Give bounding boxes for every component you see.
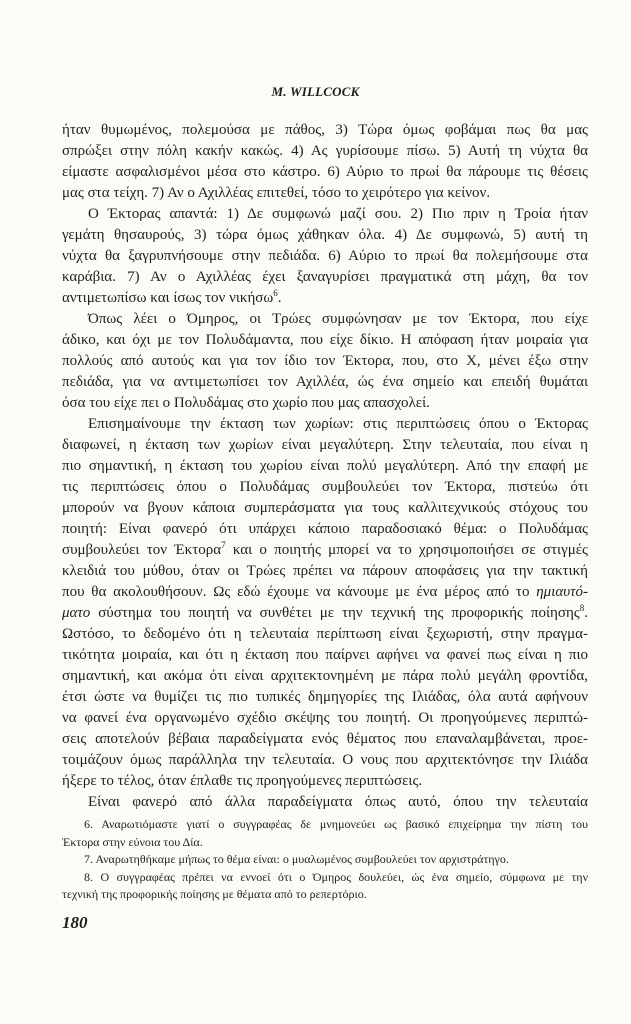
footnote-text: Αναρωτηθήκαμε μήπως το θέμα είναι: ο μυαλωμένος συμβουλεύει τον αρχιστράτηγο. (95, 852, 509, 866)
text-line: Είναι φανερό από άλλα παραδείγματα όπως αυτό, όπου την τελευταία (88, 794, 588, 810)
text-span: σύστημα του ποιητή να συνθέτει με την τεχνική της προφορικής ποίησης (98, 605, 580, 621)
text-line: Όπως λέει ο Όμηρος, οι Τρώες συμφώνησαν με τον Έκτορα, που είχε (88, 311, 588, 327)
text-line: διαφωνεί, η έκταση των χωρίων είναι μεγαλύτερη. Στην τελευταία, που είναι η (62, 437, 588, 453)
text-line (62, 540, 588, 561)
text-span: . (277, 290, 282, 306)
footnote-number: 7. (84, 852, 93, 866)
footnote-text: Αναρωτιόμαστε γιατί ο συγγραφέας δε μνημονεύει ως βασικό επιχείρημα την πίστη του (101, 817, 588, 831)
text-line: γεμάτη θησαυρούς, 3) τώρα όμως χάθηκαν όλα. 4) Δε συμφωνώ, 5) αυτή τη (62, 227, 588, 243)
footnote-number: 6. (84, 817, 93, 831)
text-line: σημαντική, και ακόμα ότι είναι αρχιτεκτονημένη με πάρα πολύ μεγάλη φροντίδα, (62, 668, 588, 684)
text-line: ποιητή: Είναι φανερό ότι υπάρχει κάποιο παραδοσιακό θέμα: ο Πολυδάμας (62, 521, 588, 537)
footnote-6-cont: Έκτορα στην εύνοια του Δία. (62, 834, 203, 849)
text-line: πεδιάδα, για να αντιμετωπίσει τον Αχιλλέα, ώς ένα σημείο και επειδή θυμάται (62, 374, 588, 390)
text-line: τις περιπτώσεις όπου ο Πολυδάμας συμβουλεύει τον Έκτορα, πιστεύω ότι (62, 479, 588, 495)
text-span: που θα ακολουθήσουν. Ως εδώ έχουμε να κάνουμε με ένα μέρος από το (62, 584, 530, 600)
footnote-8 (62, 869, 588, 887)
footnote-6 (62, 816, 588, 834)
text-line: σεις αποτελούν βέβαια παραδείγματα ενός θέματος που επαναλαμβάνεται, προε- (62, 731, 588, 747)
footnote-8-cont: τεχνική της προφορικής ποίησης με θέματα από το ρεπερτόριο. (62, 887, 367, 901)
text-line: όσα του είχε πει ο Πολυδάμας στο χωρίο που μας απασχολεί. (62, 395, 430, 411)
text-line: να φανεί ένα οργανωμένο σχέδιο σκέψης του ποιητή. Οι προηγούμενες περιπτώ- (62, 710, 588, 726)
text-span: και ο ποιητής μπορεί να το χρησιμοποιήσει σε στιγμές (225, 542, 588, 558)
text-line: μπορούν να βγουν κάποια συμπεράσματα για τους καλλιτεχνικούς στόχους του (62, 500, 588, 516)
text-line: Ο Έκτορας απαντά: 1) Δε συμφωνώ μαζί σου. 2) Πιο πριν η Τροία ήταν (88, 206, 588, 222)
text-line: πολλούς από αυτούς και για τον ίδιο τον Έκτορα, που, στο Χ, μένει έξω στην (62, 353, 588, 369)
footnote-ref: 8 (579, 603, 585, 613)
italic-term: ματο (62, 605, 91, 621)
text-line: κλειδιά του μύθου, όταν οι Τρώες πρέπει να πάρουν αποφάσεις για την τακτική (62, 563, 588, 579)
footnotes (62, 816, 588, 904)
text-span: συμβουλεύει τον Έκτορα (62, 542, 222, 558)
text-line: ήταν θυμωμένος, πολεμούσα με πάθος, 3) Τώρα όμως φοβάμαι πως θα μας (62, 122, 588, 138)
text-line: σπρώξει στην πόλη κακήν κακώς. 4) Ας γυρίσουμε πίσω. 5) Αυτή τη νύχτα θα (62, 143, 588, 159)
text-line: Ωστόσο, το δεδομένο ότι η τελευταία περίπτωση είναι ξεχωριστή, στην πραγμα- (62, 626, 588, 642)
text-line: Επισημαίνουμε την έκταση των χωρίων: στις περιπτώσεις όπου ο Έκτορας (88, 416, 588, 432)
text-line: μας στα τείχη. 7) Αν ο Αχιλλέας επιτεθεί, τόσο το χειρότερο για κείνον. (62, 185, 491, 201)
text-line: έτσι ώστε να θυμίζει τις πιο τυπικές δημηγορίες της Ιλιάδας, όλα αυτά αφήνουν (62, 689, 588, 705)
text-line: καράβια. 7) Αν ο Αχιλλέας έχει ξαναγυρίσει πραγματικά στη μάχη, θα τον (62, 269, 588, 285)
text-line: ήξερε το τέλος, όταν έπλαθε τις προηγούμενες περιπτώσεις. (62, 773, 423, 789)
text-line (62, 288, 588, 309)
text-line: τικότητα μοιραία, και ότι η έκταση που παίρνει αφήνει να φανεί πως είναι η πιο (62, 647, 588, 663)
text-line: τοιμάζουν όμως παράλληλα την τελευταία. Ο νους που αρχιτεκτόνησε την Ιλιάδα (62, 752, 588, 768)
text-line: είμαστε ασφαλισμένοι μέσα στο κάστρο. 6) Αύριο το πρωί θα πάρουμε τις θέσεις (62, 164, 588, 180)
footnote-ref: 7 (221, 540, 226, 550)
text-line (62, 603, 588, 624)
text-span: αντιμετωπίσω και ίσως τον νικήσω (62, 290, 274, 306)
body-text (62, 120, 588, 813)
page-number: 180 (62, 913, 88, 932)
footnote-text: Ο συγγραφέας πρέπει να εννοεί ότι ο Όμηρος δουλεύει, ώς ένα σημείο, σύμφωνα με την (100, 869, 588, 884)
italic-term: ημιαυτό- (536, 584, 588, 600)
text-line: νύχτα θα ξαγρυπνήσουμε στην πεδιάδα. 6) Αύριο το πρωί θα πολεμήσουμε στα (62, 248, 588, 264)
running-header: M. WILLCOCK (271, 84, 360, 99)
footnote-number: 8. (84, 869, 93, 884)
footnote-ref: 6 (273, 288, 278, 298)
text-line (62, 582, 588, 603)
footnote-7 (62, 851, 588, 869)
text-line: πιο σημαντική, η έκταση του χωρίου είναι πολύ μεγαλύτερη. Από την επαφή με (62, 458, 588, 474)
text-span: . (584, 605, 588, 621)
text-line: άδικο, και όχι με τον Πολυδάμαντα, που είχε δίκιο. Η απόφαση ήταν μοιραία για (62, 332, 588, 348)
